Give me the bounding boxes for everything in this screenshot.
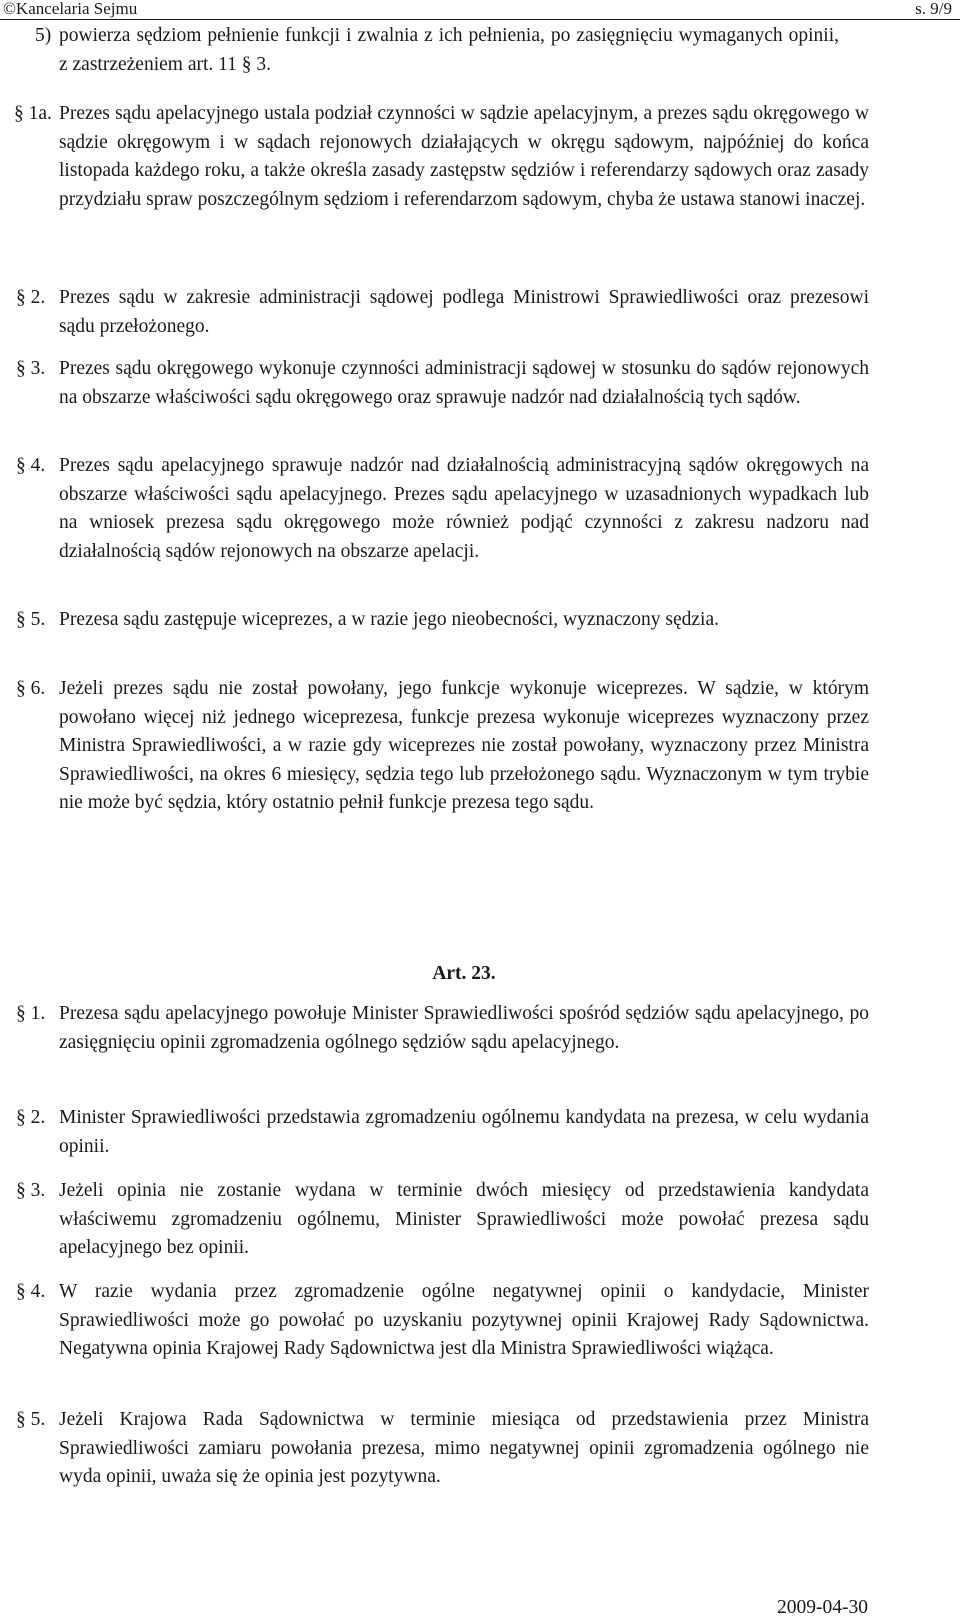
paragraph-marker: § 1a. (14, 103, 52, 124)
paragraph-text: Prezesa sądu apelacyjnego powołuje Minister Sprawiedliwości spośród sędziów sądu apelacyjnego, po zasięgnięciu opinii zgromadzenia ogólnego sędziów sądu apelacyjnego. (59, 1003, 869, 1053)
paragraph-5 (16, 606, 869, 635)
article-paragraph-1 (16, 1000, 869, 1057)
paragraph-text: Jeżeli Krajowa Rada Sądownictwa w terminie miesiąca od przedstawienia przez Ministra Sprawiedliwości zamiaru powołania prezesa, mimo negatywnej opinii zgromadzenia ogólnego nie wyda opinii, uważa się że opinia jest pozytywna. (59, 1409, 869, 1488)
footer-date: 2009-04-30 (777, 1597, 868, 1618)
article-paragraph-3 (16, 1177, 869, 1263)
paragraph-1a (14, 100, 869, 214)
header-copyright: ©Kancelaria Sejmu (3, 0, 138, 18)
paragraph-marker: § 1. (16, 1003, 46, 1024)
paragraph-text: Prezes sądu apelacyjnego sprawuje nadzór nad działalnością administracyjną sądów okręgowych na obszarze właściwości sądu apelacyjnego. Prezes sądu apelacyjnego w uzasadnionych wypadkach lub na wniosek prezesa sądu okręgowego może również podjąć czynności z zakresu nadzoru nad działalnością sądów rejonowych na obszarze apelacji. (59, 455, 869, 562)
header-divider (0, 19, 960, 20)
paragraph-text: Prezesa sądu zastępuje wiceprezes, a w razie jego nieobecności, wyznaczony sędzia. (59, 609, 719, 630)
paragraph-4 (16, 452, 869, 566)
paragraph-2 (16, 284, 869, 341)
header-page-number: s. 9/9 (915, 0, 952, 18)
article-paragraph-5 (16, 1406, 869, 1492)
paragraph-marker: § 3. (16, 358, 46, 379)
paragraph-marker: § 5. (16, 609, 46, 630)
paragraph-text: Prezes sądu okręgowego wykonuje czynności administracji sądowej w stosunku do sądów rejonowych na obszarze właściwości sądu okręgowego oraz sprawuje nadzór nad działalnością tych sądów. (59, 358, 869, 408)
paragraph-text: Minister Sprawiedliwości przedstawia zgromadzeniu ogólnemu kandydata na prezesa, w celu wydania opinii. (59, 1107, 869, 1157)
paragraph-text: Prezes sądu apelacyjnego ustala podział czynności w sądzie apelacyjnym, a prezes sądu okręgowego w sądzie okręgowym i w sądach rejonowych działających w okręgu sądowym, najpóźniej do końca listopada każdego roku, a także określa zasady zastępstw sędziów i referendarzy sądowych oraz zasady przydziału spraw poszczególnym sędziom i referendarzom sądowym, chyba że ustawa stanowi inaczej. (59, 103, 869, 210)
paragraph-text: W razie wydania przez zgromadzenie ogólne negatywnej opinii o kandydacie, Minister Sprawiedliwości może go powołać po uzyskaniu pozytywnej opinii Krajowej Rady Sądownictwa. Negatywna opinia Krajowej Rady Sądownictwa jest dla Ministra Sprawiedliwości wiążąca. (59, 1281, 869, 1360)
paragraph-text: Jeżeli prezes sądu nie został powołany, jego funkcje wykonuje wiceprezes. W sądzie, w którym powołano więcej niż jednego wiceprezesa, funkcje prezesa wykonuje wiceprezes wyznaczony przez Ministra Sprawiedliwości, a w razie gdy wiceprezes nie został powołany, wyznaczony przez Ministra Sprawiedliwości, na okres 6 miesięcy, sędzia tego lub przełożonego sądu. Wyznaczonym w tym trybie nie może być sędzia, który ostatnio pełnił funkcje prezesa tego sądu. (59, 678, 869, 814)
article-paragraph-2 (16, 1104, 869, 1161)
paragraph-text: Jeżeli opinia nie zostanie wydana w terminie dwóch miesięcy od przedstawienia kandydata właściwemu zgromadzeniu ogólnemu, Minister Sprawiedliwości może powołać prezesa sądu apelacyjnego bez opinii. (59, 1180, 869, 1259)
list-item-text: powierza sędziom pełnienie funkcji i zwalnia z ich pełnienia, po zasięgnięciu wymaganych opinii, z zastrzeżeniem art. 11 § 3. (59, 25, 839, 75)
paragraph-marker: § 5. (16, 1409, 46, 1430)
list-item-marker: 5) (35, 25, 52, 46)
list-item (35, 22, 839, 79)
paragraph-marker: § 2. (16, 287, 46, 308)
article-heading: Art. 23. (432, 963, 496, 984)
paragraph-marker: § 3. (16, 1180, 46, 1201)
paragraph-3 (16, 355, 869, 412)
paragraph-marker: § 4. (16, 1281, 46, 1302)
paragraph-marker: § 2. (16, 1107, 46, 1128)
article-paragraph-4 (16, 1278, 869, 1364)
paragraph-marker: § 6. (16, 678, 46, 699)
paragraph-text: Prezes sądu w zakresie administracji sądowej podlega Ministrowi Sprawiedliwości oraz prezesowi sądu przełożonego. (59, 287, 869, 337)
paragraph-6 (16, 675, 869, 818)
paragraph-marker: § 4. (16, 455, 46, 476)
